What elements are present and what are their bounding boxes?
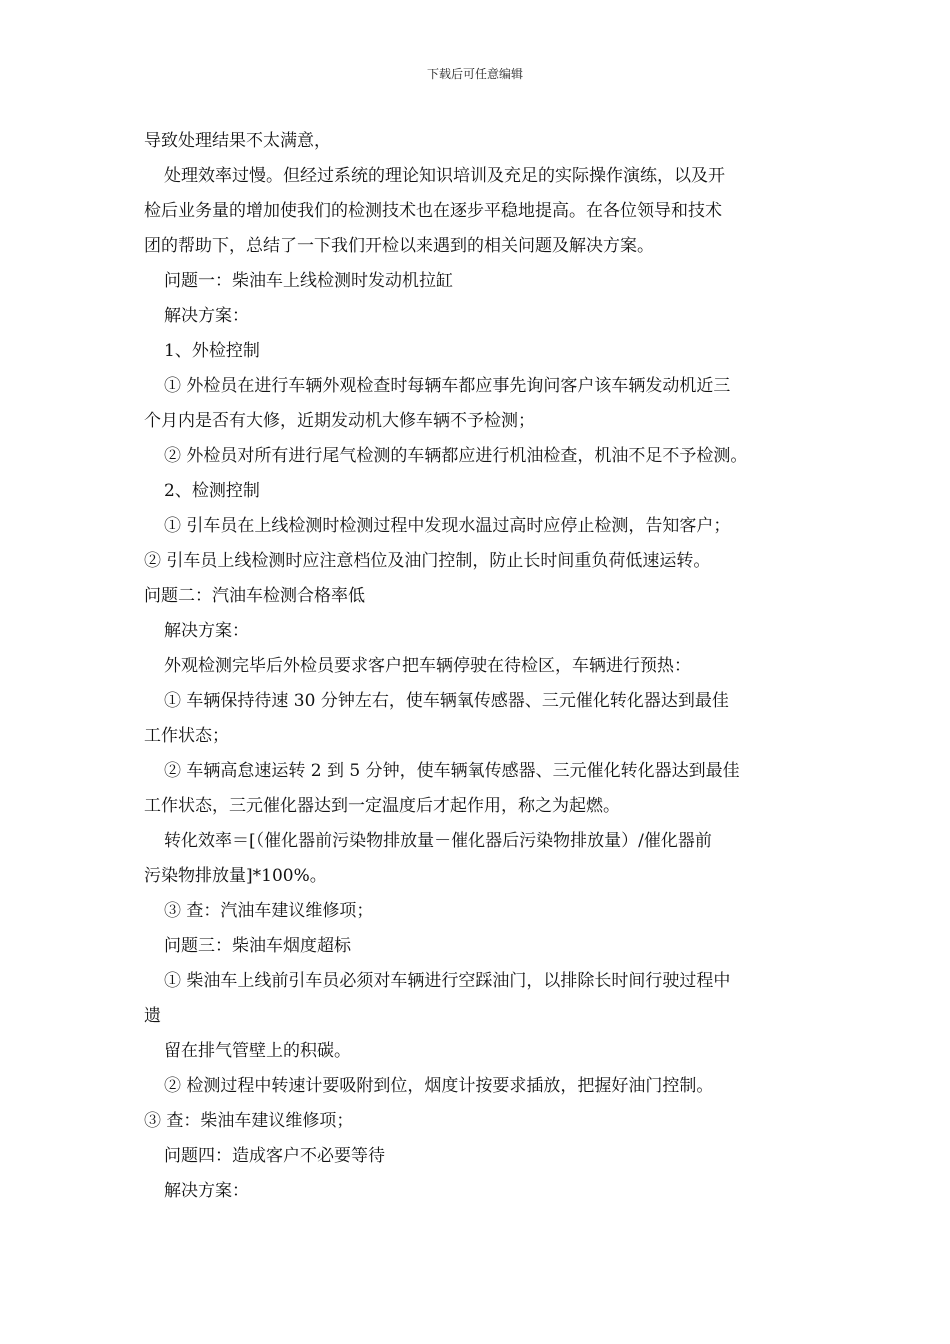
text-line: 工作状态； [144,726,229,746]
text-line: ② 引车员上线检测时应注意档位及油门控制，防止长时间重负荷低速运转。 [144,551,711,571]
section-heading: 2、检测控制 [164,481,260,501]
text-line: ② 车辆高怠速运转 2 到 5 分钟，使车辆氧传感器、三元催化转化器达到最佳 [164,761,740,781]
formula-line: 污染物排放量]*100%。 [144,866,327,886]
text-line: 工作状态，三元催化器达到一定温度后才起作用，称之为起燃。 [144,796,620,816]
text-line: 遗 [144,1006,161,1026]
section-heading: 1、外检控制 [164,341,260,361]
question-heading: 问题四：造成客户不必要等待 [164,1146,385,1166]
solution-label: 解决方案： [164,306,249,326]
document-body [144,124,812,1209]
text-line: ① 柴油车上线前引车员必须对车辆进行空踩油门，以排除长时间行驶过程中 [164,971,731,991]
text-line: ③ 查：柴油车建议维修项； [144,1111,354,1131]
solution-label: 解决方案： [164,1181,249,1201]
text-line: 个月内是否有大修，近期发动机大修车辆不予检测； [144,411,535,431]
question-heading: 问题一：柴油车上线检测时发动机拉缸 [164,271,453,291]
question-heading: 问题二：汽油车检测合格率低 [144,586,365,606]
text-line: ③ 查：汽油车建议维修项； [164,901,374,921]
text-line: 外观检测完毕后外检员要求客户把车辆停驶在待检区，车辆进行预热： [164,656,691,676]
text-line: 检后业务量的增加使我们的检测技术也在逐步平稳地提高。在各位领导和技术 [144,201,722,221]
text-line: 处理效率过慢。但经过系统的理论知识培训及充足的实际操作演练，以及开 [164,166,725,186]
text-line: 导致处理结果不太满意， [144,131,331,151]
question-heading: 问题三：柴油车烟度超标 [164,936,351,956]
text-line: ① 车辆保持待速 30 分钟左右，使车辆氧传感器、三元催化转化器达到最佳 [164,691,729,711]
text-line: 留在排气管壁上的积碳。 [164,1041,351,1061]
text-line: 团的帮助下，总结了一下我们开检以来遇到的相关问题及解决方案。 [144,236,654,256]
formula-line: 转化效率＝[（催化器前污染物排放量－催化器后污染物排放量）/催化器前 [164,831,712,851]
text-line: ① 引车员在上线检测时检测过程中发现水温过高时应停止检测，告知客户； [164,516,731,536]
text-line: ② 外检员对所有进行尾气检测的车辆都应进行机油检查，机油不足不予检测。 [164,446,748,466]
text-line: ① 外检员在进行车辆外观检查时每辆车都应事先询问客户该车辆发动机近三 [164,376,731,396]
page-header: 下载后可任意编辑 [426,67,523,81]
text-line: ② 检测过程中转速计要吸附到位，烟度计按要求插放，把握好油门控制。 [164,1076,714,1096]
solution-label: 解决方案： [164,621,249,641]
